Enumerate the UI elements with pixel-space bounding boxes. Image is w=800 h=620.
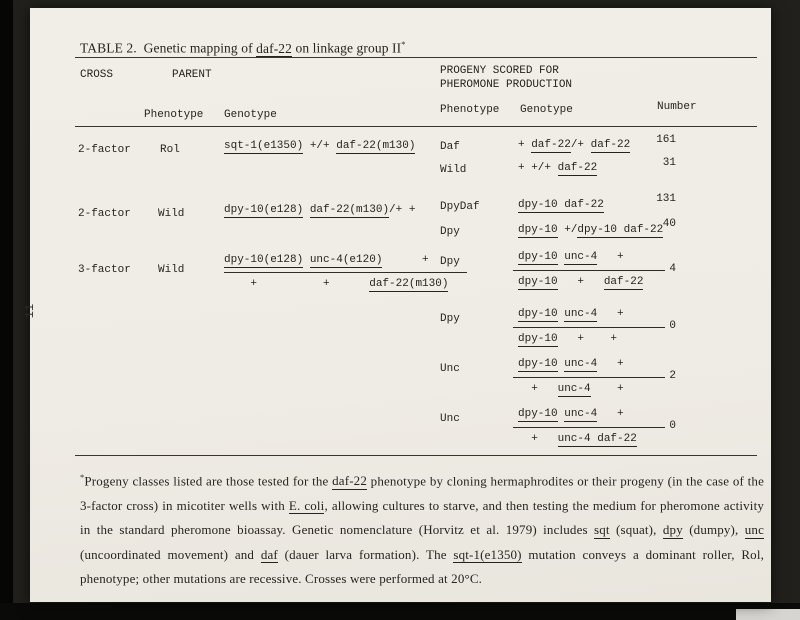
column-header-parent: PARENT [172,69,212,81]
cell-progeny-phenotype: Dpy [440,256,460,268]
cell-progeny-number: 0 [669,320,676,332]
subheader-parent-phenotype: Phenotype [144,109,204,121]
cell-parent-phenotype: Wild [158,264,185,276]
fraction-denominator: + + daf-22(m130) [224,278,449,290]
cell-parent-phenotype: Rol [160,144,180,156]
cell-cross: 3-factor [78,264,131,276]
cell-progeny-genotype: dpy-10 daf-22 [518,199,604,211]
fraction-numerator: dpy-10 unc-4 + [518,308,624,320]
cell-progeny-phenotype: DpyDaf [440,201,480,213]
fraction-numerator: dpy-10 unc-4 + [518,408,624,420]
cell-progeny-number: 2 [669,370,676,382]
cell-progeny-phenotype: Unc [440,413,460,425]
divider-header [75,126,757,127]
subheader-progeny-phenotype: Phenotype [440,104,500,116]
fraction-denominator: dpy-10 + + [518,333,618,345]
cell-progeny-phenotype: Dpy [440,226,460,238]
cell-progeny-genotype: + daf-22/+ daf-22 [518,139,631,151]
cell-progeny-genotype: + +/+ daf-22 [518,162,598,174]
cell-progeny-number: 131 [656,193,676,205]
divider-footnote [75,455,757,456]
title-footnote-marker: * [401,39,406,49]
cell-progeny-phenotype: Wild [440,164,467,176]
fraction-denominator: + unc-4 daf-22 [518,433,637,445]
cell-parent-genotype: sqt-1(e1350) +/+ daf-22(m130) [224,140,416,152]
photo-dark-edge-left [0,0,13,620]
cell-cross: 2-factor [78,144,131,156]
cell-progeny-phenotype: Dpy [440,313,460,325]
cell-cross: 2-factor [78,208,131,220]
subheader-progeny-genotype: Genotype [520,104,573,116]
fraction-numerator: dpy-10 unc-4 + [518,358,624,370]
fraction-denominator: dpy-10 + daf-22 [518,276,644,288]
cell-progeny-phenotype: Daf [440,141,460,153]
fraction-denominator: + unc-4 + [518,383,624,395]
cell-progeny-number: 161 [656,134,676,146]
fraction-numerator: dpy-10 unc-4 + [518,251,624,263]
cell-progeny-genotype: dpy-10 +/dpy-10 daf-22 [518,224,664,236]
cell-progeny-phenotype: Unc [440,363,460,375]
cell-parent-genotype: dpy-10(e128) daf-22(m130)/+ + [224,204,416,216]
column-header-number: Number [657,101,697,113]
table-title-text: TABLE 2. Genetic mapping of daf-22 on linkage group II [80,40,402,56]
subheader-parent-genotype: Genotype [224,109,277,121]
table-footnote [80,465,764,591]
cell-progeny-number: 31 [662,157,676,169]
footnote-text: Progeny classes listed are those tested for the daf-22 phenotype by cloning hermaphrodites or their progeny (in the case of the 3-factor cross) in micotiter wells with E. coli, allowing cultures to starve, and then testing the medium for pheromone activity in the standard pheromone bioassay. Genetic nomenclature (Horvitz et al. 1979) includes sqt (squat), dpy (dumpy), unc (uncoordinated movement) and daf (dauer larva formation). The sqt-1(e1350) mutation conveys a dominant roller, Rol, phenotype; other mutations are recessive. Crosses were performed at 20°C. [80,473,764,586]
column-header-progeny-line2: PHEROMONE PRODUCTION [440,79,573,91]
divider-top [75,57,757,58]
fraction-numerator: dpy-10(e128) unc-4(e120) + [224,254,429,266]
scanned-page [23,8,771,602]
footnote-marker: * [80,472,85,482]
cell-parent-phenotype: Wild [158,208,185,220]
page-number: 11 [23,303,38,319]
photo-dark-edge-bottom [0,603,800,620]
column-header-cross: CROSS [80,69,114,81]
table-title [80,39,406,57]
cell-progeny-number: 40 [662,218,676,230]
fraction-bar [224,272,467,273]
column-header-progeny-line1: PROGENY SCORED FOR [440,65,559,77]
cell-progeny-number: 4 [669,263,676,275]
cell-progeny-number: 0 [669,420,676,432]
photo-corner-highlight [736,609,800,620]
